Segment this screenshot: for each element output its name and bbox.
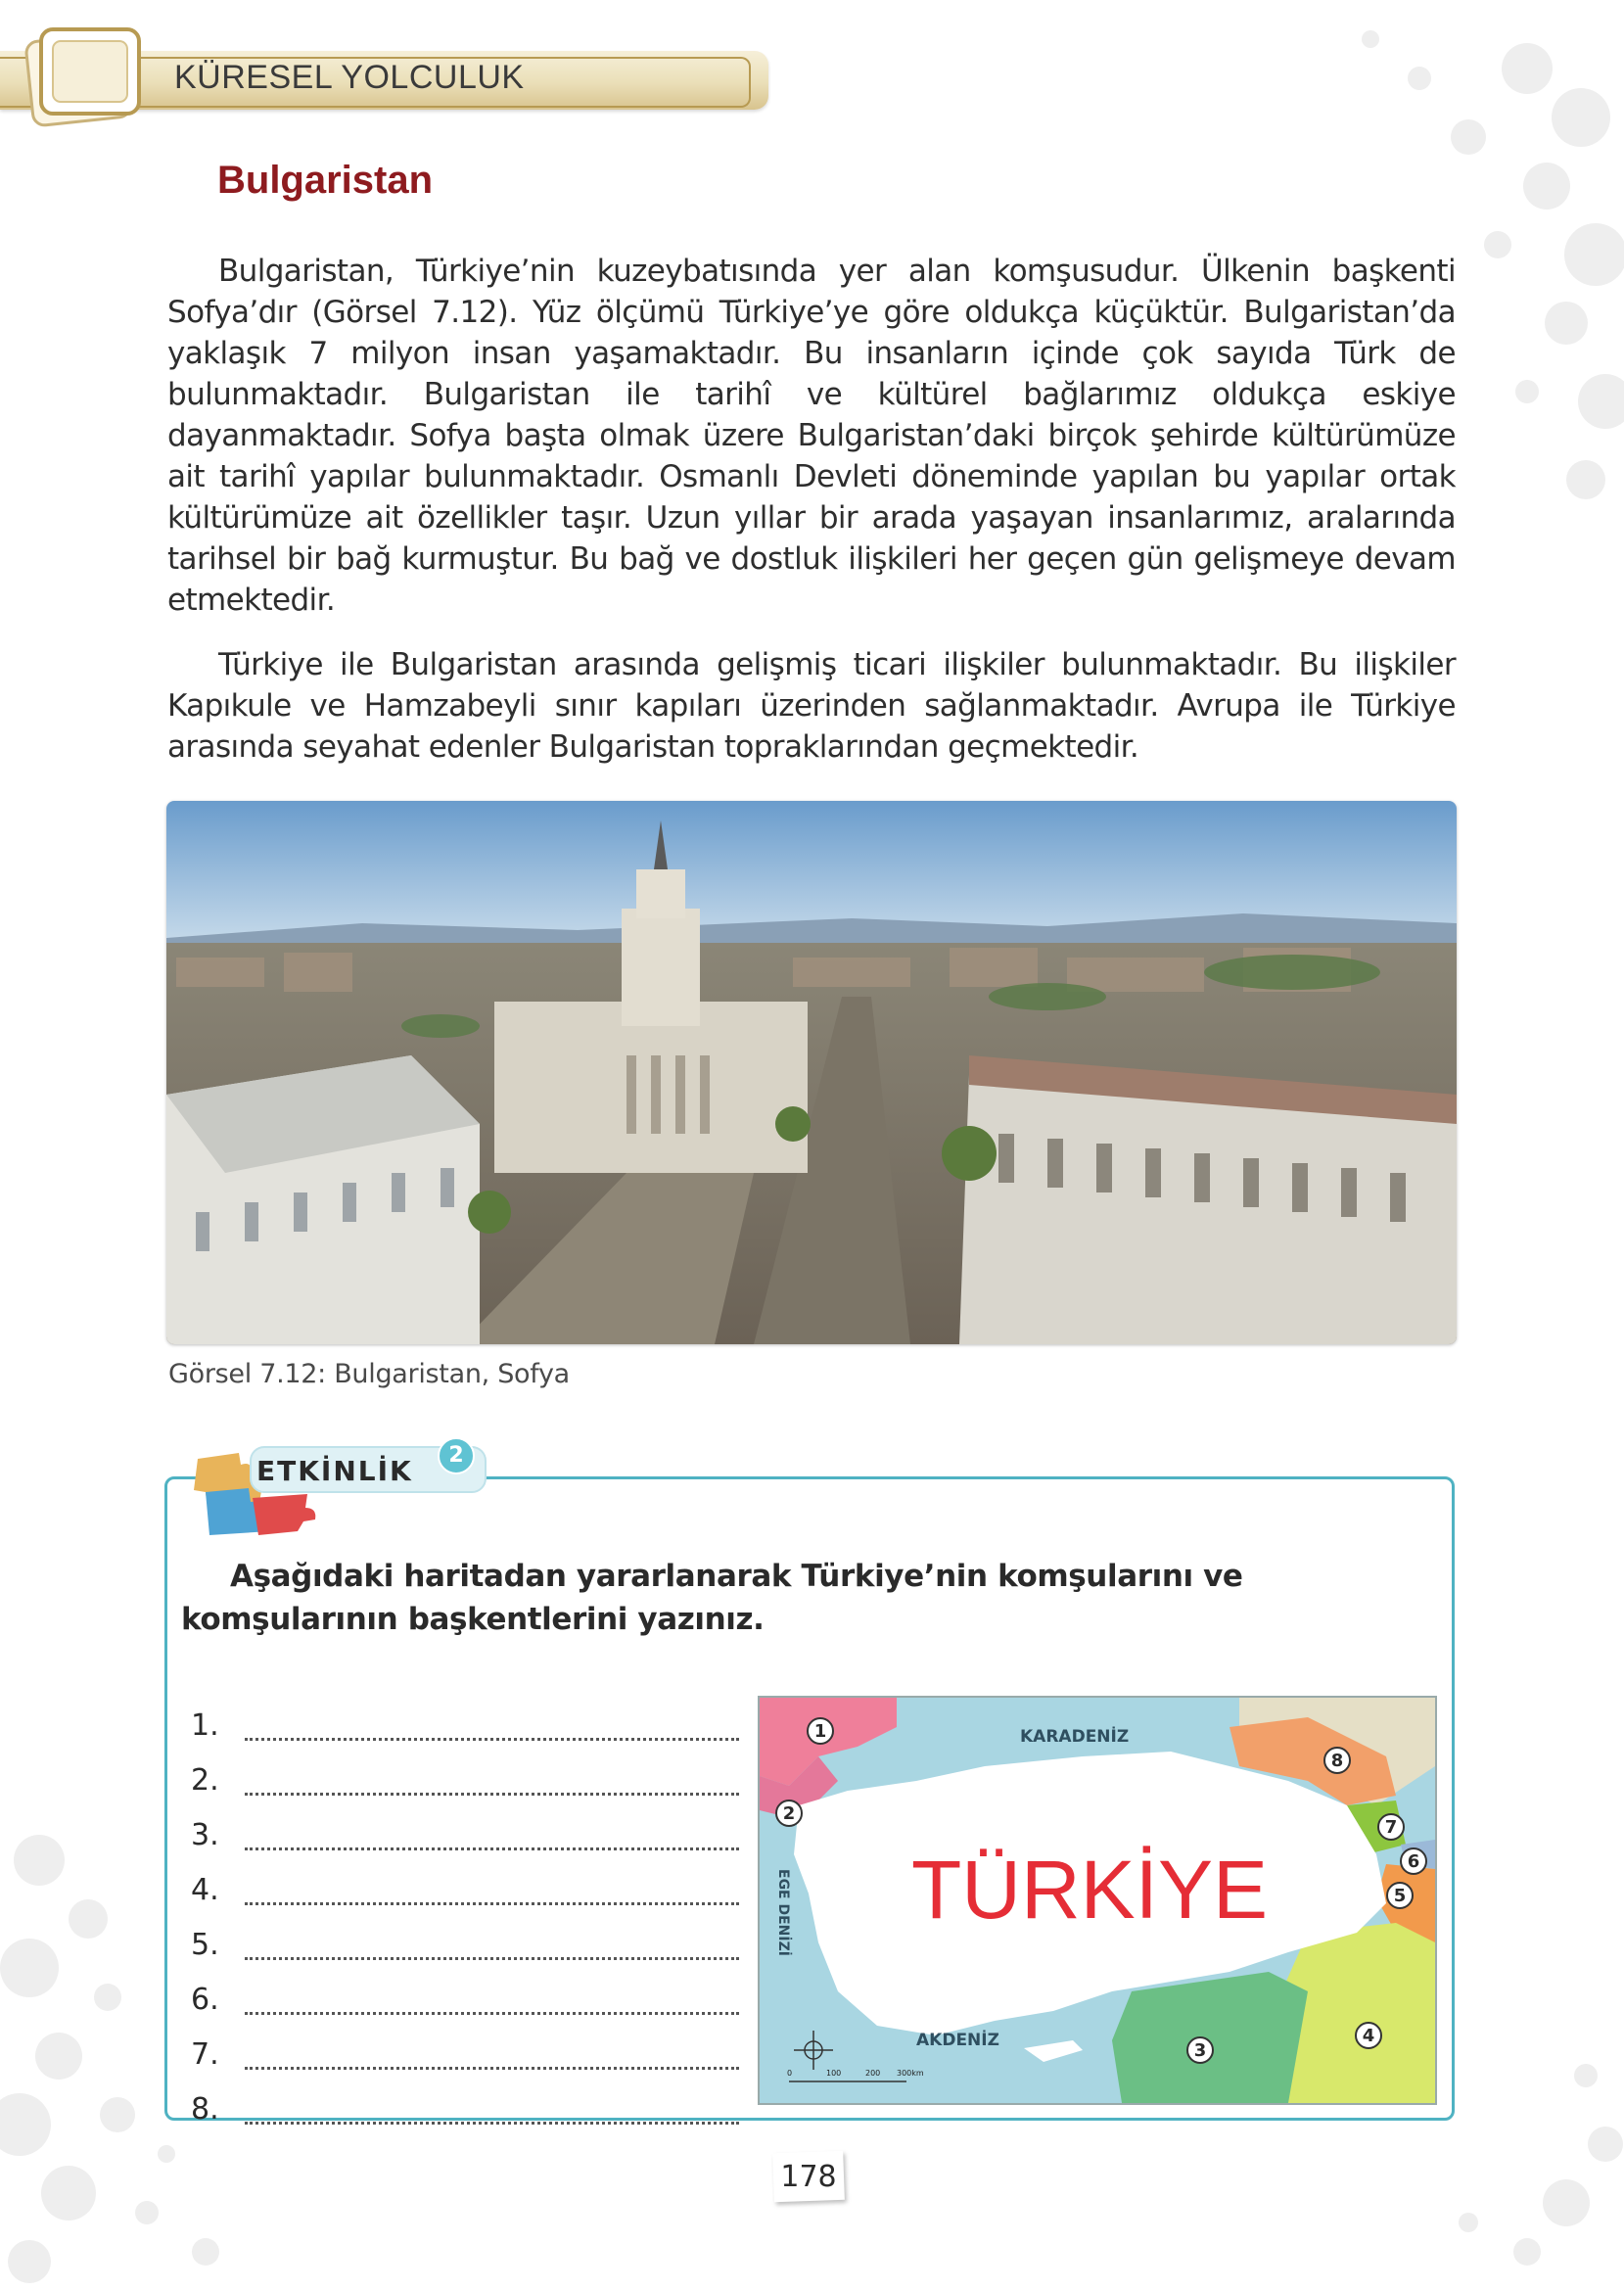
answer-blank[interactable] xyxy=(245,1928,739,1960)
map-marker-7: 7 xyxy=(1384,1817,1398,1838)
answer-blank[interactable] xyxy=(245,2092,739,2125)
answer-blank[interactable] xyxy=(245,1873,739,1905)
sofia-city-photo xyxy=(166,801,1457,1344)
answer-blank[interactable] xyxy=(245,1763,739,1796)
answer-row[interactable] xyxy=(191,1743,739,1798)
answer-row[interactable] xyxy=(191,1852,739,1907)
map-scale-100: 100 xyxy=(826,2069,842,2078)
paragraph-1: Bulgaristan, Türkiye’nin kuzeybatısında yer alan komşusudur. Ülkenin başkenti Sofya’dır (Görsel 7.12). Yüz ölçümü Türkiye’ye göre oldukça küçüktür. Bulgaristan’da yaklaşık 7 milyon insan yaşamaktadır. Bu insanların içinde çok sayıda Türk de bulunmaktadır. Bulgaristan ile tarihî ve kültürel bağlarımız oldukça eskiye dayanmaktadır. Sofya başta olmak üzere Bulgaristan’daki birçok şehirde kültürümüze ait tarihî yapılar bulunmaktadır. Osmanlı Devleti döneminde yapılan bu yapılar ortak kültürümüze ait özellikler taşır. Uzun yıllar bir arada yaşayan insanlarımız, aralarında tarihsel bir bağ kurmuştur. Bu bağ ve dostluk ilişkileri her geçen gün gelişmeye devam etmektedir. xyxy=(167,254,1456,618)
header-title: KÜRESEL YOLCULUK xyxy=(174,59,525,96)
turkey-neighbors-map xyxy=(758,1696,1437,2105)
answer-number: 6. xyxy=(191,1983,219,2017)
map-marker-6: 6 xyxy=(1407,1851,1420,1872)
answer-row[interactable] xyxy=(191,1798,739,1852)
map-marker-8: 8 xyxy=(1330,1751,1344,1771)
activity-label: ETKİNLİK xyxy=(256,1455,413,1487)
paragraph-2: Türkiye ile Bulgaristan arasında gelişmiş ticari ilişkiler bulunmaktadır. Bu ilişkiler Kapıkule ve Hamzabeyli sınır kapıları üzerinden sağlanmaktadır. Avrupa ile Türkiye arasında seyahat edenler Bulgaristan topraklarından geçmektedir. xyxy=(167,647,1456,765)
answer-number: 5. xyxy=(191,1928,219,1962)
answer-row[interactable] xyxy=(191,1962,739,2017)
answer-row[interactable] xyxy=(191,2072,739,2127)
section-title: Bulgaristan xyxy=(217,159,434,202)
map-marker-2: 2 xyxy=(782,1803,796,1824)
answer-blank[interactable] xyxy=(245,2037,739,2070)
activity-instruction: Aşağıdaki haritadan yararlanarak Türkiye’nin komşularını ve komşularının başkentlerini yazınız. xyxy=(181,1559,1243,1637)
map-label-karadeniz: KARADENİZ xyxy=(1020,1727,1130,1747)
answer-number: 7. xyxy=(191,2037,219,2072)
map-label-akdeniz: AKDENİZ xyxy=(916,2031,999,2050)
answer-number: 2. xyxy=(191,1763,219,1798)
answer-number: 3. xyxy=(191,1818,219,1852)
answer-blank[interactable] xyxy=(245,1708,739,1741)
map-label-turkiye: TÜRKİYE xyxy=(911,1844,1269,1936)
answer-row[interactable] xyxy=(191,1688,739,1743)
map-label-ege: EGE DENİZİ xyxy=(775,1869,791,1956)
header-frame-icon xyxy=(20,20,157,137)
map-marker-4: 4 xyxy=(1362,2026,1375,2046)
map-marker-5: 5 xyxy=(1393,1886,1407,1906)
map-marker-3: 3 xyxy=(1193,2040,1207,2061)
answer-number: 4. xyxy=(191,1873,219,1907)
page-number: 178 xyxy=(780,2160,837,2194)
answer-number: 1. xyxy=(191,1708,219,1743)
map-scale-300: 300km xyxy=(897,2069,924,2078)
answer-list xyxy=(191,1688,739,2127)
answer-blank[interactable] xyxy=(245,1818,739,1850)
photo-caption: Görsel 7.12: Bulgaristan, Sofya xyxy=(168,1359,570,1389)
activity-number: 2 xyxy=(438,1437,475,1474)
answer-blank[interactable] xyxy=(245,1983,739,2015)
answer-row[interactable] xyxy=(191,2017,739,2072)
map-scale-200: 200 xyxy=(865,2069,881,2078)
map-scale-0: 0 xyxy=(787,2069,793,2078)
answer-row[interactable] xyxy=(191,1907,739,1962)
answer-number: 8. xyxy=(191,2092,219,2127)
map-marker-1: 1 xyxy=(813,1721,827,1742)
